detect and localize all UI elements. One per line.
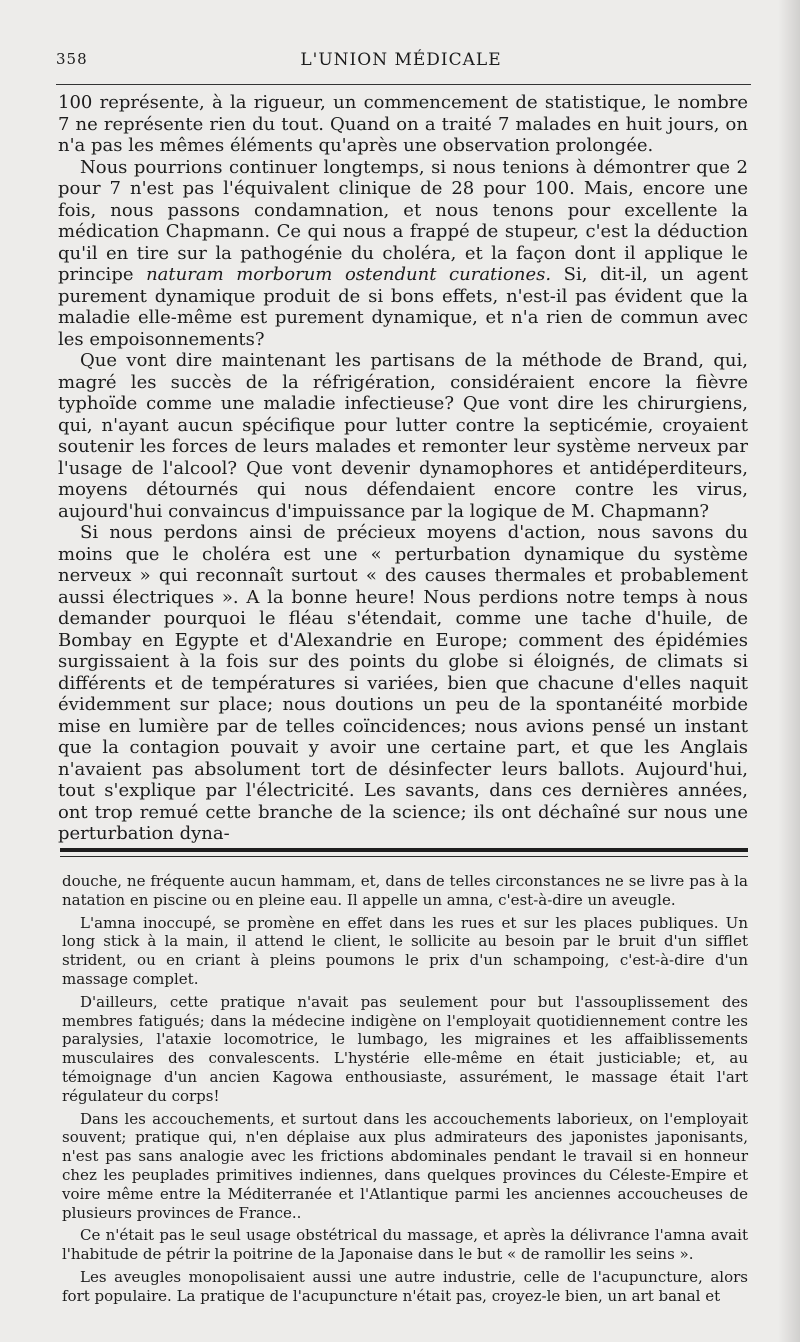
footnote-paragraph: L'amna inoccupé, se promène en effet dans les rues et sur les places publiques. Un long stick à la main, il attend le client, le sollicite au besoin par le bruit d'un sifflet strident, ou en criant à pleins poumons le prix d'un schampoing, c'est-à-dire d'un massage complet. bbox=[62, 913, 748, 988]
page-header bbox=[56, 46, 746, 76]
page-number: 358 bbox=[56, 50, 88, 68]
paragraph: Si nous perdons ainsi de précieux moyens d'action, nous savons du moins que le choléra est une « perturbation dynamique du système nerveux » qui reconnaît surtout « des causes thermales et probablement aussi électriques ». A la bonne heure! Nous perdions notre temps à nous demander pourquoi le fléau s'étendait, comme une tache d'huile, de Bombay en Egypte et d'Alexandrie en Europe; comment des épidémies surgissaient à la fois sur des points du globe si éloignés, de climats si différents et de températures si variées, bien que chacune d'elles naquit évidemment sur place; nous doutions un peu de la spontanéité morbide mise en lumière par de telles coïncidences; nous avions pensé un instant que la contagion pouvait y avoir une certaine part, et que les Anglais n'avaient pas absolument tort de désinfecter leurs ballots. Aujourd'hui, tout s'explique par l'électricité. Les savants, dans ces dernières années, ont trop remué cette branche de la science; ils ont déchaîné sur nous une perturbation dyna- bbox=[58, 522, 748, 844]
running-title: L'UNION MÉDICALE bbox=[300, 50, 502, 70]
footnote-paragraph: Les aveugles monopolisaient aussi une autre industrie, celle de l'acupuncture, alors fort populaire. La pratique de l'acupuncture n'était pas, croyez-le bien, un art banal et bbox=[62, 1267, 748, 1305]
footnote-separator-thick bbox=[60, 848, 748, 852]
paragraph bbox=[58, 157, 748, 351]
paragraph-text: Si, dit-il, un agent purement dynamique produit de si bons effets, n'est-il pas évident que la maladie elle-même est purement dynamique, et n'a rien de commun avec les empoisonnements? bbox=[58, 264, 748, 350]
footnote-paragraph: douche, ne fréquente aucun hammam, et, dans de telles circonstances ne se livre pas à la natation en piscine ou en pleine eau. Il appelle un amna, c'est-à-dire un aveugle. bbox=[62, 872, 748, 909]
footnote-paragraph: Ce n'était pas le seul usage obstétrical du massage, et après la délivrance l'amna avait l'habitude de pétrir la poitrine de la Japonaise dans le but « de ramollir les seins ». bbox=[62, 1226, 748, 1264]
paragraph: Que vont dire maintenant les partisans de la méthode de Brand, qui, magré les succès de la réfrigération, considéraient encore la fièvre typhoïde comme une maladie infectieuse? Que vont dire les chirurgiens, qui, n'ayant aucun spécifique pour lutter contre la septicémie, croyaient soutenir les forces de leurs malades et remonter leur système nerveux par l'usage de l'alcool? Que vont devenir dynamophores et antidéperditeurs, moyens détournés qui nous défendaient encore contre les virus, aujourd'hui convaincus d'impuissance par la logique de M. Chapmann? bbox=[58, 350, 748, 522]
footnote-paragraph: D'ailleurs, cette pratique n'avait pas seulement pour but l'assouplissement des membres fatigués; dans la médecine indigène on l'employait quotidiennement contre les paralysies, l'ataxie locomotrice, le lumbago, les migraines et les affaiblissements musculaires des convalescents. L'hystérie elle-même en était justiciable; et, au témoignage d'un ancien Kagowa enthousiaste, assurément, le massage était l'art régulateur du corps! bbox=[62, 992, 748, 1105]
header-rule bbox=[56, 84, 751, 85]
paragraph: 100 représente, à la rigueur, un commencement de statistique, le nombre 7 ne représente rien du tout. Quand on a traité 7 malades en huit jours, on n'a pas les mêmes éléments qu'après une observation prolongée. bbox=[58, 92, 748, 156]
paragraph-text: Nous pourrions continuer longtemps, si nous tenions à démontrer que 2 pour 7 n'est pas l'équivalent clinique de 28 pour 100. Mais, encore une fois, nous passons condamnation, et nous tenons pour excellente la médication Chapmann. Ce qui nous a frappé de stupeur, c'est la déduction qu'il en tire sur la pathogénie du choléra, et la façon dont il applique le principe bbox=[58, 156, 748, 285]
latin-quote: naturam morborum ostendunt curationes. bbox=[146, 264, 552, 285]
footnote-separator-thin bbox=[60, 856, 748, 857]
page-edge-shadow bbox=[778, 0, 800, 1342]
footnote-paragraph: Dans les accouchements, et surtout dans les accouchements laborieux, on l'employait souvent; pratique qui, n'en déplaise aux plus admirateurs des japonistes japonisants, n'est pas sans analogie avec les frictions abdominales pendant le travail si en honneur chez les peuplades primitives indiennes, dans quelques provinces du Céleste-Empire et voire même entre la Méditerranée et l'Atlantique parmi les anciennes accoucheuses de plusieurs provinces de France.. bbox=[62, 1109, 748, 1222]
main-text bbox=[58, 92, 748, 845]
footnote-text bbox=[62, 872, 748, 1310]
